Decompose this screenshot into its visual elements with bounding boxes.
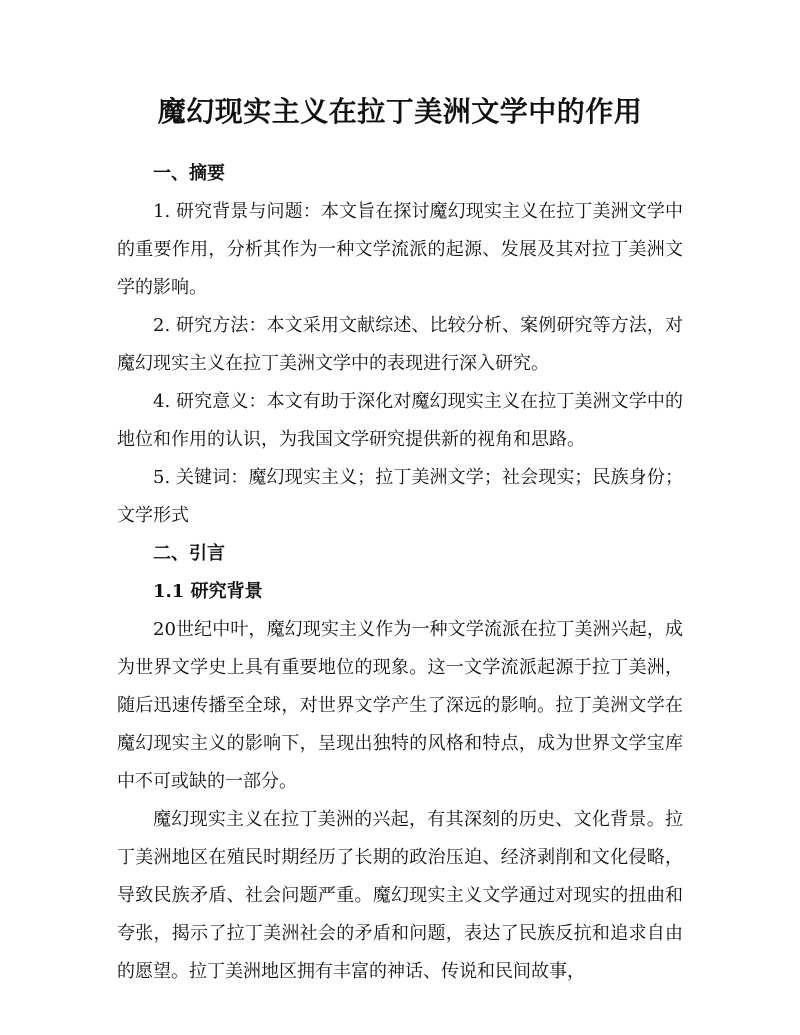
section-heading-introduction: 二、引言 (153, 543, 225, 564)
subsection-heading-background: 1.1 研究背景 (153, 581, 263, 602)
abstract-paragraph-keywords: 5. 关键词：魔幻现实主义；拉丁美洲文学；社会现实；民族身份；文学形式 (117, 467, 683, 526)
abstract-paragraph-background: 1. 研究背景与问题：本文旨在探讨魔幻现实主义在拉丁美洲文学中的重要作用，分析其作为一种文学流派的起源、发展及其对拉丁美洲文学的影响。 (117, 201, 683, 298)
abstract-paragraph-method: 2. 研究方法：本文采用文献综述、比较分析、案例研究等方法，对魔幻现实主义在拉丁美洲文学中的表现进行深入研究。 (117, 315, 683, 374)
section-heading-abstract: 一、摘要 (153, 163, 225, 184)
document-title: 魔幻现实主义在拉丁美洲文学中的作用 (157, 95, 643, 128)
abstract-paragraph-significance: 4. 研究意义：本文有助于深化对魔幻现实主义在拉丁美洲文学中的地位和作用的认识，为我国文学研究提供新的视角和思路。 (117, 391, 683, 450)
introduction-section (117, 535, 683, 991)
introduction-paragraph-1: 20世纪中叶，魔幻现实主义作为一种文学流派在拉丁美洲兴起，成为世界文学史上具有重要地位的现象。这一文学流派起源于拉丁美洲，随后迅速传播至全球，对世界文学产生了深远的影响。拉丁美洲文学在魔幻现实主义的影响下，呈现出独特的风格和特点，成为世界文学宝库中不可或缺的一部分。 (117, 619, 683, 792)
abstract-section (117, 155, 683, 535)
introduction-paragraph-2: 魔幻现实主义在拉丁美洲的兴起，有其深刻的历史、文化背景。拉丁美洲地区在殖民时期经历了长期的政治压迫、经济剥削和文化侵略，导致民族矛盾、社会问题严重。魔幻现实主义文学通过对现实的扭曲和夸张，揭示了拉丁美洲社会的矛盾和问题，表达了民族反抗和追求自由的愿望。拉丁美洲地区拥有丰富的神话、传说和民间故事， (117, 809, 683, 982)
